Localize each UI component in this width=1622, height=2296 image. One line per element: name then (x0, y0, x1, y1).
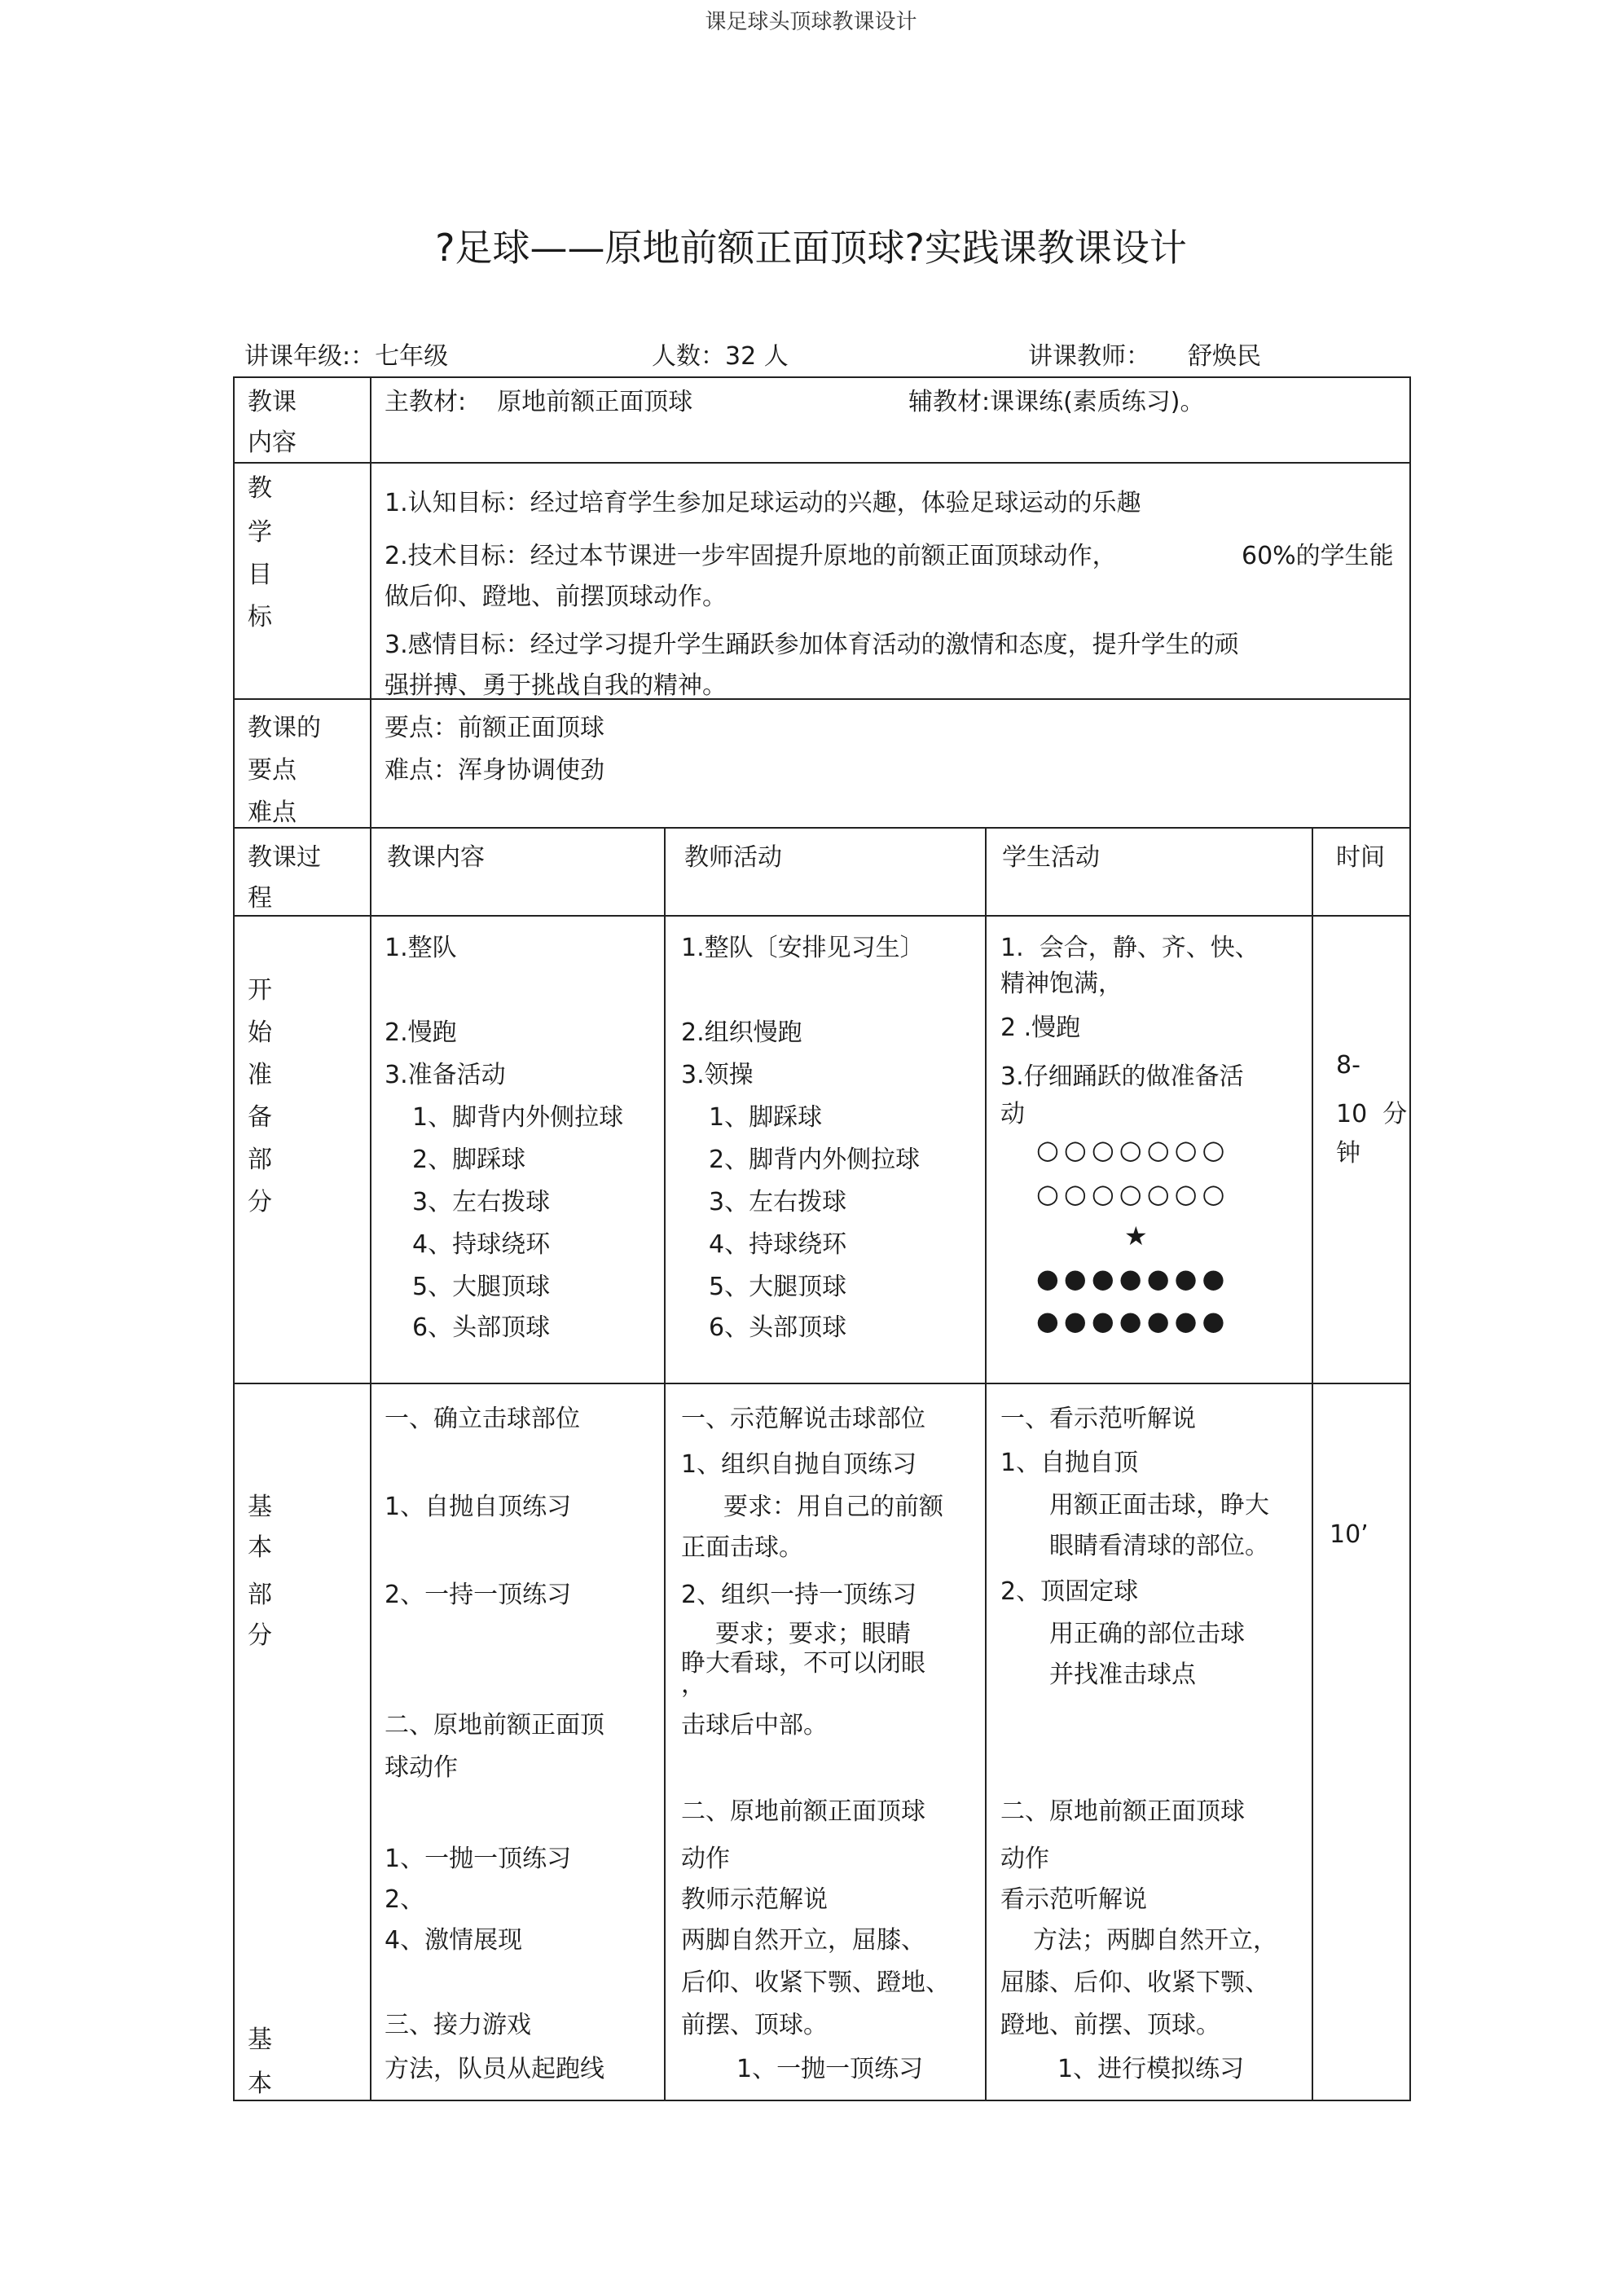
section-label: 本 (248, 1533, 272, 1562)
list-item: 要求；要求；眼睛 (715, 1620, 911, 1648)
list-item: 一、看示范听解说 (1000, 1405, 1196, 1433)
list-item: 2.组织慢跑 (681, 1018, 802, 1047)
section-label: 分 (248, 1188, 272, 1216)
formation-solid-row: ●●●●●●● (1036, 1263, 1230, 1294)
list-item: 1、一抛一顶练习 (385, 1845, 572, 1873)
list-item: 要求：用自己的前额 (723, 1493, 943, 1521)
list-item: 1、一抛一顶练习 (736, 2055, 924, 2083)
list-item: 6、头部顶球 (412, 1313, 551, 1342)
list-item: 1、脚背内外侧拉球 (412, 1103, 624, 1132)
list-item: 2、一持一顶练习 (385, 1581, 572, 1609)
goal-emotional: 3.感情目标：经过学习提升学生踊跃参加体育活动的激情和态度，提升学生的顽 (385, 631, 1239, 659)
process-col-stage: 教课过 (248, 843, 321, 872)
list-item: 眼睛看清球的部位。 (1049, 1532, 1269, 1560)
list-item: 屈膝、后仰、收紧下颚、 (1000, 1968, 1269, 1997)
row-label-goals: 标 (248, 603, 272, 631)
table-rule (233, 827, 1411, 829)
list-item: 方法；两脚自然开立， (1033, 1926, 1277, 1955)
time-value: 10’ (1330, 1520, 1369, 1549)
count-label: 人数：32 人 (652, 342, 789, 371)
list-item: 两脚自然开立，屈膝、 (681, 1926, 925, 1955)
process-col-teacher: 教师活动 (684, 843, 782, 872)
row-label-key: 要点 (248, 756, 297, 785)
list-item: 正面击球。 (681, 1533, 803, 1562)
list-item: 二、原地前额正面顶球 (1000, 1797, 1245, 1826)
list-item: 1、组织自抛自顶练习 (681, 1450, 917, 1479)
list-item: 2.慢跑 (385, 1018, 457, 1047)
list-item: 1、脚踩球 (709, 1103, 823, 1132)
list-item: 2、脚踩球 (412, 1146, 526, 1174)
list-item: 3.准备活动 (385, 1061, 506, 1089)
list-item: 睁大看球，不可以闭眼 (681, 1649, 925, 1678)
list-item: 前摆、顶球。 (681, 2011, 828, 2039)
process-col-stage: 程 (248, 884, 272, 913)
section-label: 开 (248, 976, 272, 1005)
goal-emotional-cont: 强拼搏、勇于挑战自我的精神。 (385, 671, 727, 700)
goal-technical: 2.技术目标：经过本节课进一步牢固提升原地的前额正面顶球动作， (385, 542, 1117, 570)
list-item: 5、大腿顶球 (412, 1273, 551, 1301)
table-rule (985, 827, 987, 2101)
list-item: 方法，队员从起跑线 (385, 2055, 604, 2083)
section-label: 备 (248, 1103, 272, 1132)
row-label-goals: 教 (248, 474, 272, 503)
section-label: 分 (248, 1621, 272, 1650)
table-rule (370, 376, 371, 2101)
page-header: 课足球头顶球教课设计 (705, 10, 917, 34)
row-label-key: 难点 (248, 798, 297, 827)
section-label: 基 (248, 1493, 272, 1521)
process-col-time: 时间 (1336, 843, 1385, 872)
list-item: 动作 (681, 1845, 730, 1873)
list-item: 3、左右拨球 (709, 1188, 847, 1216)
list-item: 5、大腿顶球 (709, 1273, 847, 1301)
goal-cognitive: 1.认知目标：经过培育学生参加足球运动的兴趣，体验足球运动的乐趣 (385, 489, 1141, 517)
list-item: 2、顶固定球 (1000, 1577, 1139, 1606)
table-rule (233, 376, 235, 2101)
page-title: ?足球——原地前额正面顶球?实践课教课设计 (435, 226, 1187, 270)
list-item: 蹬地、前摆、顶球。 (1000, 2011, 1220, 2039)
section-label: 部 (248, 1146, 272, 1174)
formation-solid-row: ●●●●●●● (1036, 1305, 1230, 1336)
list-item: 二、原地前额正面顶球 (681, 1797, 925, 1826)
table-rule (233, 376, 1411, 378)
list-item: 4、持球绕环 (412, 1230, 551, 1259)
process-col-student: 学生活动 (1002, 843, 1100, 872)
section-label: 部 (248, 1581, 272, 1609)
list-item: 二、原地前额正面顶 (385, 1711, 604, 1740)
time-value: 钟 (1336, 1139, 1360, 1168)
list-item: ， (681, 1670, 706, 1699)
section-label: 始 (248, 1018, 272, 1047)
list-item: 2、 (385, 1885, 425, 1914)
table-rule (1409, 376, 1411, 2101)
row-label-goals: 目 (248, 561, 272, 589)
table-rule (1312, 827, 1313, 2101)
list-item: 1、自抛自顶 (1000, 1449, 1139, 1477)
list-item: 1.整队〔安排见习生〕 (681, 934, 925, 962)
list-item: 用额正面击球，睁大 (1049, 1491, 1269, 1520)
list-item: 并找准击球点 (1049, 1660, 1196, 1689)
difficult-point: 难点：浑身协调使劲 (385, 756, 604, 785)
table-rule (664, 827, 666, 2101)
list-item: 3.领操 (681, 1061, 754, 1089)
list-item: 1、进行模拟练习 (1057, 2055, 1245, 2083)
list-item: 3、左右拨球 (412, 1188, 551, 1216)
formation-hollow-row: ○○○○○○○ (1036, 1134, 1230, 1165)
list-item: 6、头部顶球 (709, 1313, 847, 1342)
section-label: 本 (248, 2069, 272, 2098)
time-value: 8- (1336, 1051, 1360, 1080)
list-item: 4、持球绕环 (709, 1230, 847, 1259)
list-item: 用正确的部位击球 (1049, 1620, 1245, 1648)
main-material: 主教材: 原地前额正面顶球 (385, 388, 693, 416)
goal-technical-percent: 60%的学生能 (1242, 542, 1394, 570)
list-item: 球动作 (385, 1753, 458, 1782)
row-label-content: 内容 (248, 429, 297, 457)
list-item: 动作 (1000, 1845, 1049, 1873)
list-item: 一、示范解说击球部位 (681, 1405, 925, 1433)
teacher-label: 讲课教师： (1028, 342, 1150, 371)
list-item: 击球后中部。 (681, 1711, 828, 1740)
list-item: 3.仔细踊跃的做准备活 (1000, 1062, 1244, 1091)
list-item: 2、组织一持一顶练习 (681, 1581, 917, 1609)
time-value: 10 分 (1336, 1100, 1408, 1128)
list-item: 看示范听解说 (1000, 1885, 1147, 1914)
table-rule (233, 915, 1411, 917)
list-item: 2、脚背内外侧拉球 (709, 1146, 921, 1174)
table-rule (233, 462, 1411, 464)
section-label: 准 (248, 1061, 272, 1089)
list-item: 1、自抛自顶练习 (385, 1493, 572, 1521)
formation-hollow-row: ○○○○○○○ (1036, 1178, 1230, 1209)
list-item: 1.整队 (385, 934, 457, 962)
list-item: 2 .慢跑 (1000, 1014, 1081, 1042)
list-item: 三、接力游戏 (385, 2011, 531, 2039)
grade-label: 讲课年级:：七年级 (244, 342, 449, 371)
row-label-goals: 学 (248, 518, 272, 547)
list-item: 动 (1000, 1100, 1025, 1128)
aux-material: 辅教材:课课练(素质练习)。 (908, 388, 1205, 416)
goal-technical-cont: 做后仰、蹬地、前摆顶球动作。 (385, 583, 727, 611)
list-item: 教师示范解说 (681, 1885, 828, 1914)
teacher-name: 舒焕民 (1188, 342, 1261, 371)
list-item: 1. 会合，静、齐、快、 (1000, 934, 1259, 962)
list-item: 4、激情展现 (385, 1926, 523, 1955)
section-label: 基 (248, 2025, 272, 2054)
row-label-key: 教课的 (248, 714, 321, 742)
process-col-content: 教课内容 (387, 843, 485, 872)
star-icon: ★ (1124, 1221, 1153, 1251)
list-item: 精神饱满， (1000, 970, 1123, 998)
list-item: 后仰、收紧下颚、蹬地、 (681, 1968, 950, 1997)
list-item: 一、确立击球部位 (385, 1405, 580, 1433)
row-label-content: 教课 (248, 388, 297, 416)
key-point: 要点：前额正面顶球 (385, 714, 604, 742)
table-rule (233, 2100, 1411, 2101)
table-rule (233, 1383, 1411, 1384)
